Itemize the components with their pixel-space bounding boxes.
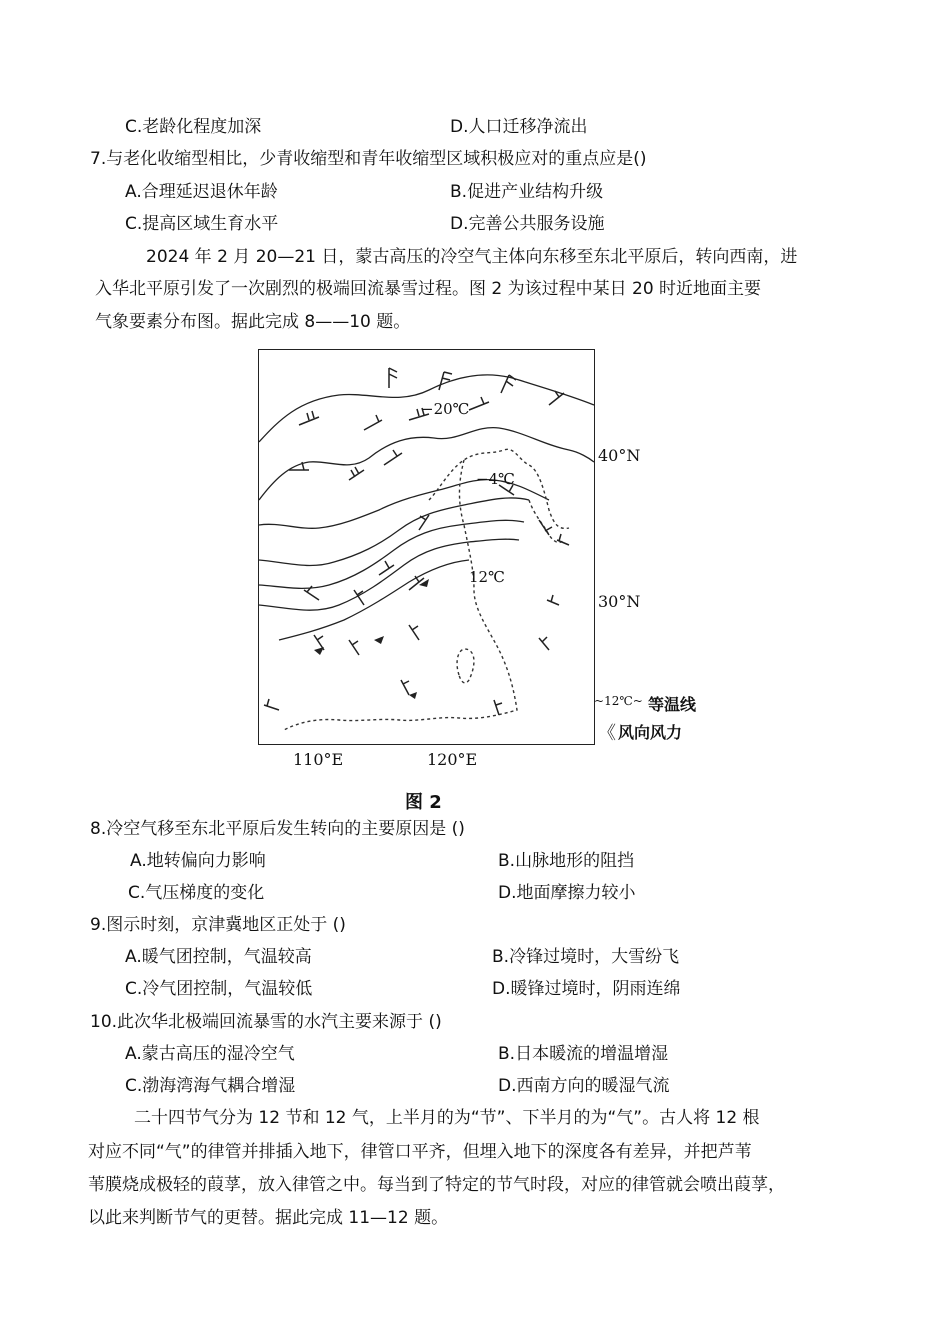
weather-map-figure (258, 349, 595, 745)
q7-stem: 7.与老化收缩型相比，少青收缩型和青年收缩型区域积极应对的重点应是() (90, 149, 647, 169)
q7-option-a: A.合理延迟退休年龄 (125, 182, 278, 202)
q6-option-d: D.人口迁移净流出 (450, 117, 588, 137)
q8-option-a: A.地转偏向力影响 (130, 851, 266, 871)
legend-isotherm-sample: ~12℃~ (594, 694, 643, 708)
figure-caption: 图 2 (405, 792, 442, 813)
latitude-40n: 40°N (598, 446, 641, 465)
isotherm-4 (259, 498, 529, 566)
coastline (284, 449, 569, 730)
wind-flags (314, 579, 429, 699)
legend-wind-label: 风向风力 (618, 723, 683, 742)
q6-option-c: C.老龄化程度加深 (125, 117, 262, 137)
q8-option-c: C.气压梯度的变化 (128, 883, 265, 903)
isotherm-label-12: 12℃ (469, 568, 505, 586)
passage1-line1: 2024 年 2 月 20—21 日，蒙古高压的冷空气主体向东移至东北平原后，转向西南，进 (146, 247, 798, 267)
q9-option-c: C.冷气团控制，气温较低 (125, 979, 313, 999)
q10-option-a: A.蒙古高压的湿冷空气 (125, 1044, 295, 1064)
passage2-line2: 对应不同“气”的律管并排插入地下，律管口平齐，但埋入地下的深度各有差异，并把芦苇 (88, 1142, 752, 1162)
q9-option-a: A.暖气团控制，气温较高 (125, 947, 312, 967)
q7-option-c: C.提高区域生育水平 (125, 214, 279, 234)
passage1-line2: 入华北平原引发了一次剧烈的极端回流暴雪过程。图 2 为该过程中某日 20 时近地面主要 (95, 279, 762, 299)
q8-option-b: B.山脉地形的阻挡 (498, 851, 635, 871)
q8-stem: 8.冷空气移至东北平原后发生转向的主要原因是 () (90, 819, 465, 839)
q9-stem: 9.图示时刻，京津冀地区正处于 () (90, 915, 346, 935)
isotherm-2 (259, 428, 594, 500)
latitude-30n: 30°N (598, 592, 641, 611)
legend-wind-symbol: 《 (598, 723, 616, 744)
q9-option-b: B.冷锋过境时，大雪纷飞 (492, 947, 680, 967)
passage2-line3: 苇膜烧成极轻的葭莩，放入律管之中。每当到了特定的节气时段，对应的律管就会喷出葭莩， (88, 1175, 785, 1195)
longitude-110e: 110°E (293, 750, 344, 769)
q10-option-d: D.西南方向的暖湿气流 (498, 1076, 670, 1096)
isotherm-label-minus4: −4℃ (476, 470, 515, 488)
isotherm-7 (279, 560, 469, 640)
korea-peninsula (529, 500, 564, 542)
q7-option-d: D.完善公共服务设施 (450, 214, 605, 234)
isotherm-label-minus20: −20℃ (421, 400, 470, 418)
q7-option-b: B.促进产业结构升级 (450, 182, 604, 202)
passage1-line3: 气象要素分布图。据此完成 8——10 题。 (95, 312, 411, 332)
legend-isotherm-label: 等温线 (648, 695, 697, 714)
taiwan-island (457, 649, 474, 683)
wind-barbs (264, 368, 569, 715)
q10-stem: 10.此次华北极端回流暴雪的水汽主要来源于 () (90, 1012, 442, 1032)
q9-option-d: D.暖锋过境时，阴雨连绵 (492, 979, 681, 999)
q10-option-c: C.渤海湾海气耦合增湿 (125, 1076, 296, 1096)
q10-option-b: B.日本暖流的增温增湿 (498, 1044, 669, 1064)
passage2-line4: 以此来判断节气的更替。据此完成 11—12 题。 (88, 1208, 449, 1228)
longitude-120e: 120°E (427, 750, 478, 769)
passage2-line1: 二十四节气分为 12 节和 12 气，上半月的为“节”、下半月的为“气”。古人将 12 根 (134, 1108, 760, 1128)
q8-option-d: D.地面摩擦力较小 (498, 883, 636, 903)
